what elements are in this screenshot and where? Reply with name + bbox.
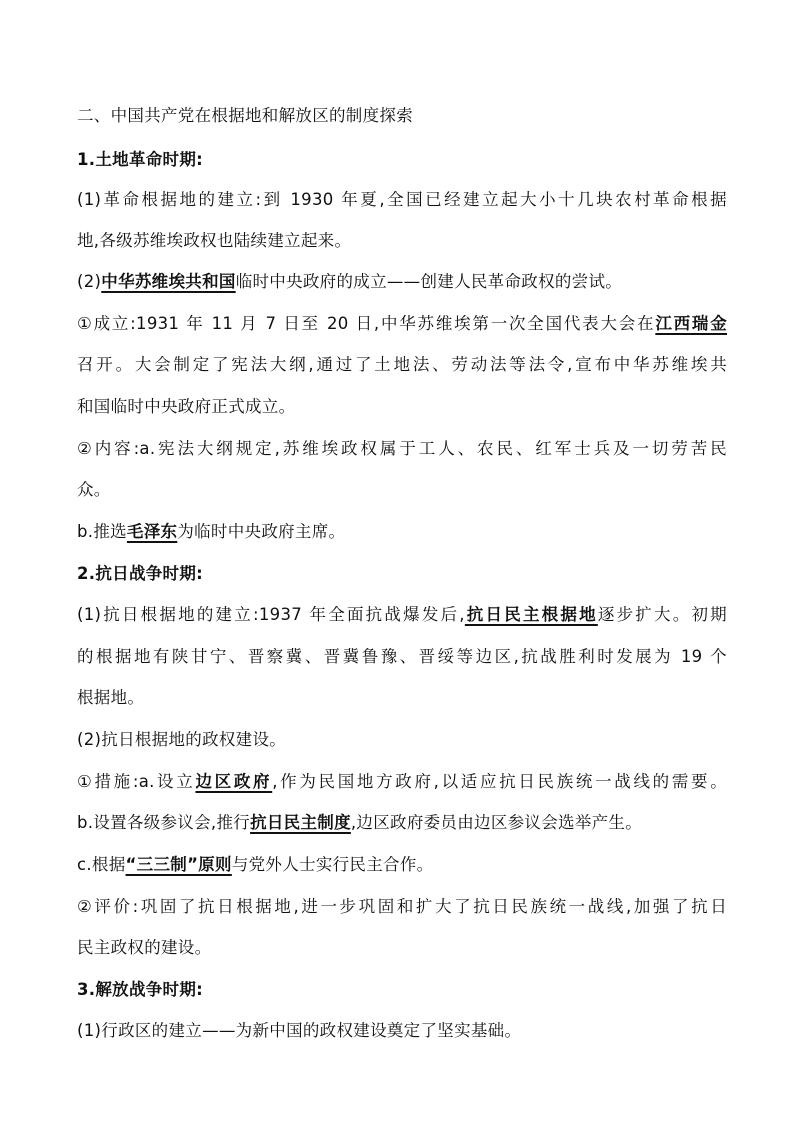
text-segment: (2)	[77, 272, 102, 291]
key-term: 江西瑞金	[655, 314, 728, 333]
paragraph-line: 民主政权的建设。	[77, 938, 212, 957]
heading-land-revolution: 1.土地革命时期:	[77, 150, 204, 169]
paragraph-line: ②内容:a.宪法大纲规定,苏维埃政权属于工人、农民、红军士兵及一切劳苦民	[77, 439, 727, 458]
paragraph-line: ②评价:巩固了抗日根据地,进一步巩固和扩大了抗日民族统一战线,加强了抗日	[77, 897, 727, 916]
text-segment: 为临时中央政府主席。	[177, 522, 346, 541]
text-segment: ,作为民国地方政府,以适应抗日民族统一战线的需要。	[272, 772, 728, 791]
paragraph-line: 众。	[77, 480, 111, 499]
text-segment: 逐步扩大。初期	[597, 605, 727, 624]
paragraph-line	[77, 312, 727, 336]
text-segment: (1)抗日根据地的建立:1937 年全面抗战爆发后,	[77, 605, 465, 624]
text-segment: b.推选	[77, 522, 127, 541]
paragraph-line	[77, 520, 727, 544]
key-term: 毛泽东	[126, 522, 178, 541]
text-segment: 与党外人士实行民主合作。	[231, 855, 434, 874]
text-segment: ①措施:a.设立	[77, 772, 196, 791]
paragraph-line	[77, 770, 727, 794]
paragraph-line: 召开。大会制定了宪法大纲,通过了土地法、劳动法等法令,宣布中华苏维埃共	[77, 355, 727, 374]
text-segment: ,边区政府委员由边区参议会选举产生。	[350, 813, 643, 832]
paragraph-line: (1)行政区的建立——为新中国的政权建设奠定了坚实基础。	[77, 1021, 522, 1040]
heading-anti-japanese-war: 2.抗日战争时期:	[77, 564, 204, 583]
paragraph-line: 和国临时中央政府正式成立。	[77, 397, 296, 416]
text-segment: b.设置各级参议会,推行	[77, 813, 251, 832]
key-term: “三三制”原则	[125, 855, 232, 874]
key-term: 中华苏维埃共和国	[101, 272, 236, 291]
section-title: 二、中国共产党在根据地和解放区的制度探索	[77, 106, 413, 125]
paragraph-line	[77, 811, 727, 835]
paragraph-line: 地,各级苏维埃政权也陆续建立起来。	[77, 231, 352, 250]
key-term: 边区政府	[195, 772, 273, 791]
paragraph-line	[77, 603, 727, 627]
paragraph-line	[77, 853, 727, 877]
paragraph-line: 的根据地有陕甘宁、晋察冀、晋冀鲁豫、晋绥等边区,抗战胜利时发展为 19 个	[77, 647, 727, 666]
key-term: 抗日民主制度	[250, 813, 351, 832]
text-segment: 临时中央政府的成立——创建人民革命政权的尝试。	[235, 272, 623, 291]
paragraph-line	[77, 270, 727, 294]
text-segment: c.根据	[77, 855, 126, 874]
text-segment: ①成立:1931 年 11 月 7 日至 20 日,中华苏维埃第一次全国代表大会在	[77, 314, 656, 333]
paragraph-line: 根据地。	[77, 688, 145, 707]
paragraph-line: (1)革命根据地的建立:到 1930 年夏,全国已经建立起大小十几块农村革命根据	[77, 190, 727, 209]
paragraph-line: (2)抗日根据地的政权建设。	[77, 730, 287, 749]
heading-liberation-war: 3.解放战争时期:	[77, 980, 204, 999]
key-term: 抗日民主根据地	[464, 605, 598, 624]
